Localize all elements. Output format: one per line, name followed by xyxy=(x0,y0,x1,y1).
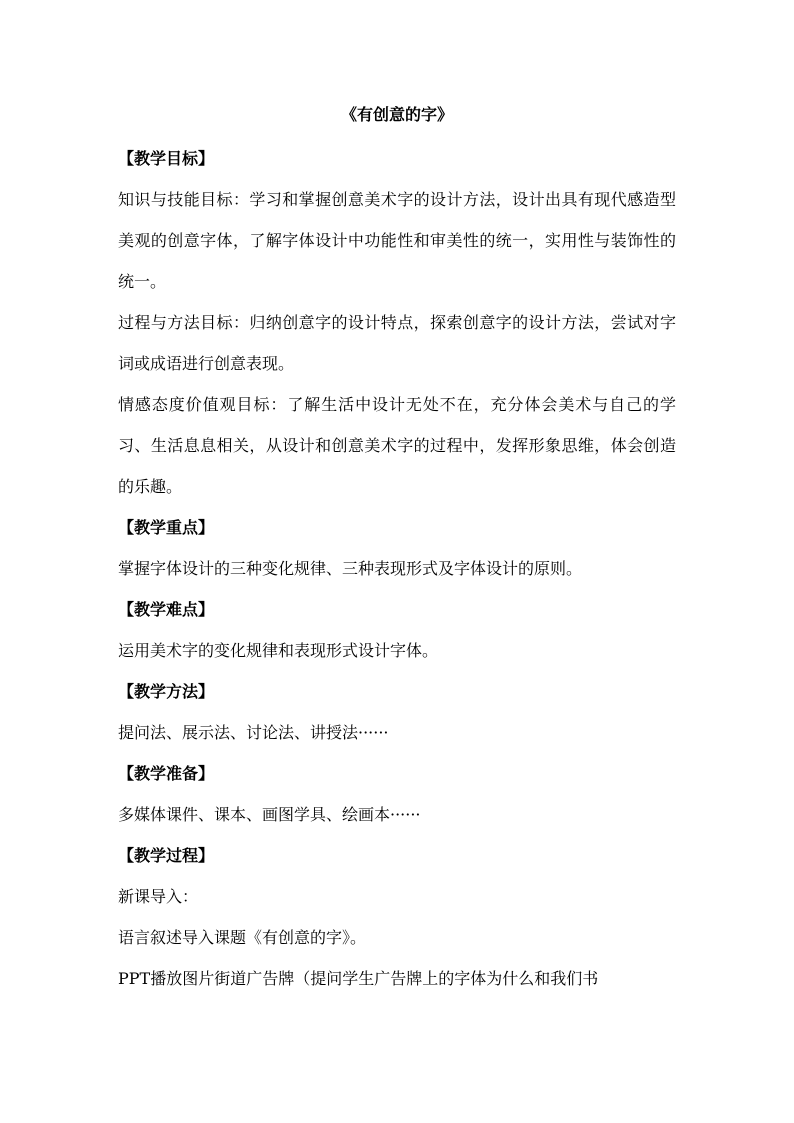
goal-process-paragraph: 过程与方法目标：归纳创意字的设计特点，探索创意字的设计方法，尝试对字词或成语进行创意表现。 xyxy=(118,313,676,373)
goal-knowledge-paragraph: 知识与技能目标：学习和掌握创意美术字的设计方法，设计出具有现代感造型美观的创意字体，了解字体设计中功能性和审美性的统一，实用性与装饰性的统一。 xyxy=(118,190,676,291)
document-title: 《有创意的字》 xyxy=(340,105,453,124)
section-heading-methods: 【教学方法】 xyxy=(118,682,215,701)
section-heading-process: 【教学过程】 xyxy=(118,846,215,865)
intro-label-paragraph: 新课导入： xyxy=(118,887,199,906)
key-points-paragraph: 掌握字体设计的三种变化规律、三种表现形式及字体设计的原则。 xyxy=(118,559,583,578)
section-heading-goals: 【教学目标】 xyxy=(118,149,215,168)
ppt-text-paragraph: PPT播放图片街道广告牌（提问学生广告牌上的字体为什么和我们书 xyxy=(118,969,599,988)
methods-paragraph: 提问法、展示法、讨论法、讲授法······ xyxy=(118,723,389,742)
section-heading-preparation: 【教学准备】 xyxy=(118,764,215,783)
goal-emotion-paragraph: 情感态度价值观目标：了解生活中设计无处不在，充分体会美术与自己的学习、生活息息相关，从设计和创意美术字的过程中，发挥形象思维，体会创造的乐趣。 xyxy=(118,395,676,496)
intro-text-paragraph: 语言叙述导入课题《有创意的字》。 xyxy=(118,928,367,947)
section-heading-difficulties: 【教学难点】 xyxy=(118,600,215,619)
difficulties-paragraph: 运用美术字的变化规律和表现形式设计字体。 xyxy=(118,641,439,660)
section-heading-key-points: 【教学重点】 xyxy=(118,518,215,537)
preparation-paragraph: 多媒体课件、课本、画图学具、绘画本······ xyxy=(118,805,421,824)
